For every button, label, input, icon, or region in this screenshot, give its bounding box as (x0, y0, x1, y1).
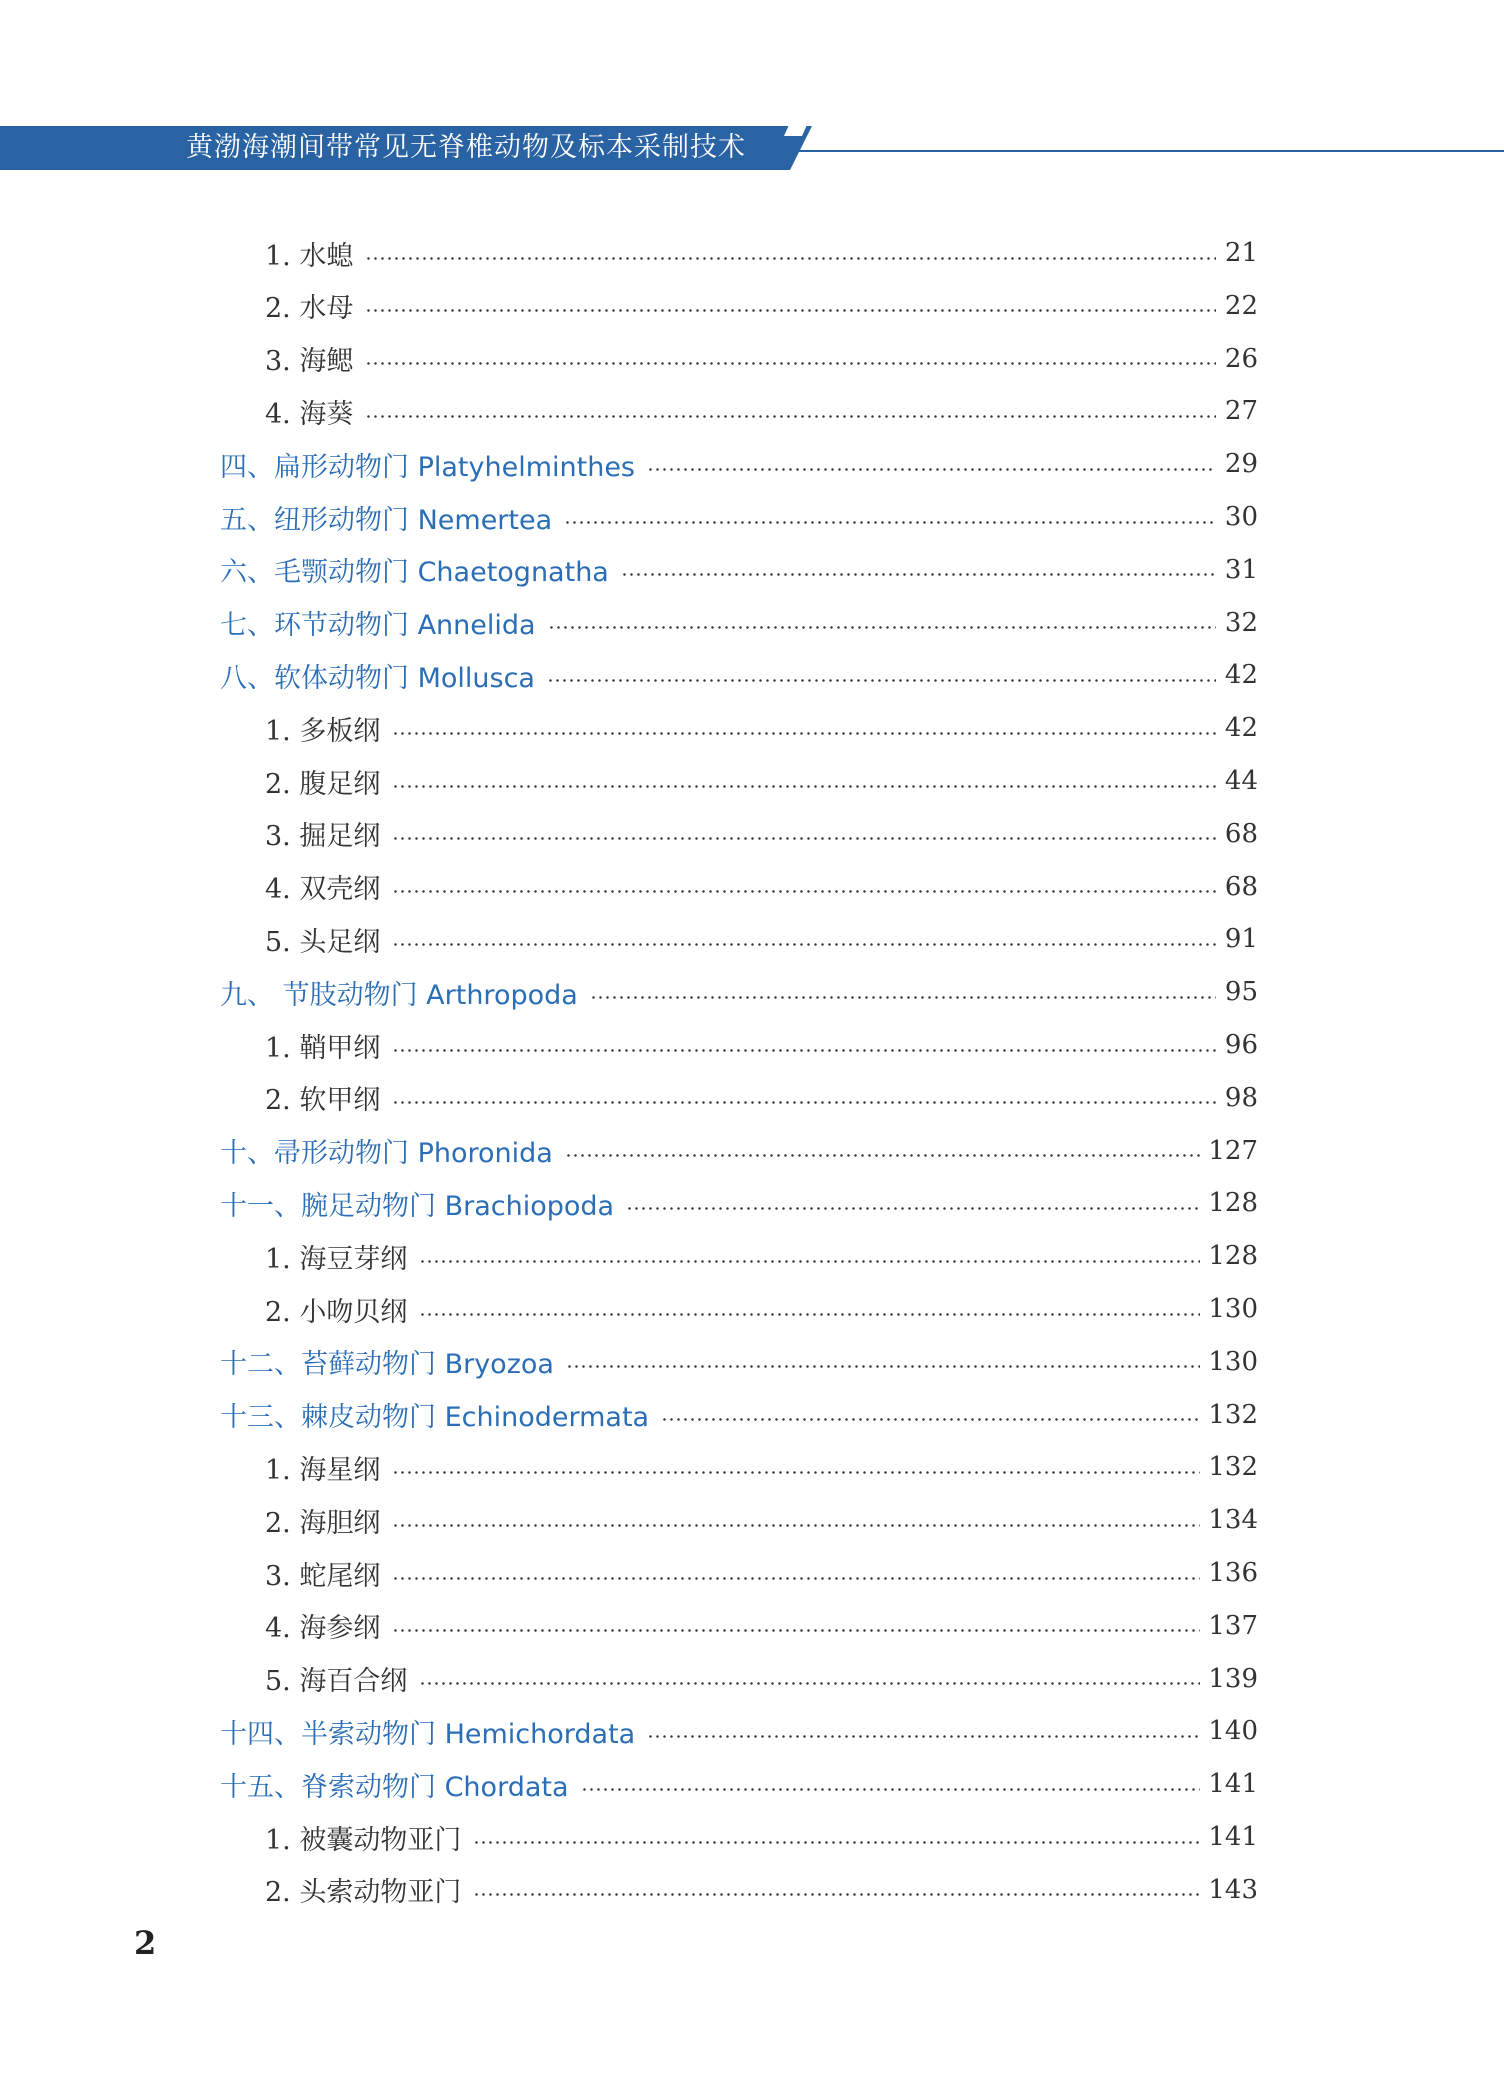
dot-leader (392, 1577, 1200, 1580)
toc-entry-label: 十四、半索动物门 Hemichordata (220, 1718, 636, 1750)
toc-entry-page: 29 (1224, 449, 1258, 480)
toc-section-entry[interactable] (220, 1131, 1258, 1171)
toc-subsection-entry[interactable] (265, 919, 1258, 959)
toc-entry-page: 21 (1224, 238, 1258, 268)
toc-entry-label: 六、毛颚动物门 Chaetognatha (220, 557, 609, 589)
toc-entry-label: 4. 双壳纲 (265, 874, 381, 906)
dot-leader (419, 1313, 1200, 1316)
dot-leader (392, 1101, 1216, 1104)
toc-entry-page: 91 (1224, 924, 1258, 955)
toc-entry-label: 1. 海豆芽纲 (265, 1243, 408, 1275)
toc-entry-label: 5. 头足纲 (265, 926, 381, 958)
toc-entry-page: 130 (1208, 1346, 1258, 1377)
toc-entry-page: 31 (1224, 554, 1258, 585)
toc-section-entry[interactable] (220, 603, 1258, 643)
toc-subsection-entry[interactable] (265, 1817, 1258, 1857)
toc-entry-label: 4. 海葵 (265, 398, 354, 430)
toc-entry-label: 2. 海胆纲 (265, 1507, 381, 1539)
toc-entry-page: 136 (1208, 1558, 1258, 1588)
dot-leader (419, 1260, 1200, 1263)
toc-subsection-entry[interactable] (265, 761, 1258, 801)
toc-subsection-entry[interactable] (265, 1553, 1258, 1593)
toc-entry-page: 141 (1208, 1822, 1258, 1852)
dot-leader (419, 1682, 1200, 1685)
toc-section-entry[interactable] (220, 1711, 1258, 1751)
toc-entry-label: 3. 掘足纲 (265, 821, 381, 853)
toc-entry-label: 1. 多板纲 (265, 715, 381, 747)
toc-entry-page: 44 (1224, 766, 1258, 796)
toc-entry-label: 十三、棘皮动物门 Echinodermata (220, 1402, 650, 1434)
dot-leader (564, 521, 1216, 524)
toc-entry-label: 五、纽形动物门 Nemertea (220, 504, 553, 536)
toc-entry-page: 132 (1208, 1399, 1258, 1430)
toc-entry-label: 2. 水母 (265, 293, 354, 325)
toc-entry-label: 十五、脊索动物门 Chordata (220, 1771, 569, 1803)
dot-leader (566, 1365, 1200, 1368)
toc-entry-page: 42 (1224, 713, 1258, 744)
toc-entry-page: 137 (1208, 1610, 1258, 1641)
dot-leader (547, 679, 1216, 682)
toc-subsection-entry[interactable] (265, 339, 1258, 379)
toc-section-entry[interactable] (220, 972, 1258, 1012)
dot-leader (473, 1841, 1200, 1844)
toc-subsection-entry[interactable] (265, 1870, 1258, 1910)
dot-leader (548, 626, 1216, 629)
dot-leader (365, 415, 1216, 418)
toc-entry-page: 134 (1208, 1505, 1258, 1536)
toc-section-entry[interactable] (220, 497, 1258, 537)
toc-entry-label: 八、软体动物门 Mollusca (220, 662, 535, 694)
toc-entry-label: 十、帚形动物门 Phoronida (220, 1138, 553, 1170)
toc-section-entry[interactable] (220, 444, 1258, 484)
toc-subsection-entry[interactable] (265, 1078, 1258, 1118)
toc-entry-label: 九、 节肢动物门 Arthropoda (220, 979, 578, 1011)
toc-entry-page: 26 (1224, 343, 1258, 374)
toc-entry-page: 68 (1224, 871, 1258, 902)
toc-subsection-entry[interactable] (265, 1659, 1258, 1699)
dot-leader (392, 890, 1216, 893)
running-header (0, 0, 1504, 175)
dot-leader (473, 1893, 1200, 1896)
dot-leader (581, 1788, 1201, 1791)
toc-entry-page: 143 (1208, 1874, 1258, 1905)
toc-entry-page: 128 (1208, 1241, 1258, 1272)
toc-entry-page: 127 (1208, 1135, 1258, 1166)
dot-leader (392, 732, 1216, 735)
toc-subsection-entry[interactable] (265, 814, 1258, 854)
toc-entry-label: 1. 被囊动物亚门 (265, 1824, 462, 1856)
dot-leader (647, 468, 1216, 471)
toc-section-entry[interactable] (220, 655, 1258, 695)
dot-leader (647, 1735, 1200, 1738)
header-rule (768, 150, 1504, 152)
toc-entry-label: 2. 小吻贝纲 (265, 1296, 408, 1328)
toc-entry-label: 四、扁形动物门 Platyhelminthes (220, 451, 635, 483)
toc-entry-page: 95 (1224, 977, 1258, 1008)
book-title: 黄渤海潮间带常见无脊椎动物及标本采制技术 (186, 132, 746, 163)
toc-subsection-entry[interactable] (265, 391, 1258, 431)
toc-subsection-entry[interactable] (265, 286, 1258, 326)
toc-entry-page: 140 (1208, 1716, 1258, 1747)
toc-entry-page: 42 (1224, 660, 1258, 691)
toc-subsection-entry[interactable] (265, 1500, 1258, 1540)
toc-entry-label: 1. 海星纲 (265, 1454, 381, 1486)
toc-section-entry[interactable] (220, 1342, 1258, 1382)
toc-entry-page: 139 (1208, 1663, 1258, 1694)
dot-leader (626, 1207, 1200, 1210)
toc-entry-page: 98 (1224, 1082, 1258, 1113)
toc-section-entry[interactable] (220, 1183, 1258, 1223)
toc-entry-page: 130 (1208, 1294, 1258, 1324)
toc-entry-label: 2. 软甲纲 (265, 1085, 381, 1117)
dot-leader (392, 785, 1216, 788)
toc-subsection-entry[interactable] (265, 1289, 1258, 1329)
toc-entry-page: 96 (1224, 1030, 1258, 1060)
toc-entry-label: 5. 海百合纲 (265, 1666, 408, 1698)
toc-entry-label: 3. 海鳃 (265, 346, 354, 378)
toc-subsection-entry[interactable] (265, 233, 1258, 273)
toc-subsection-entry[interactable] (265, 1606, 1258, 1646)
dot-leader (590, 996, 1216, 999)
toc-entry-label: 十一、腕足动物门 Brachiopoda (220, 1190, 615, 1222)
toc-subsection-entry[interactable] (265, 708, 1258, 748)
dot-leader (621, 573, 1216, 576)
toc-entry-label: 2. 腹足纲 (265, 768, 381, 800)
toc-entry-label: 2. 头索动物亚门 (265, 1877, 462, 1909)
dot-leader (392, 1524, 1200, 1527)
header-slash-decoration (752, 110, 812, 170)
page-number: 2 (134, 1924, 157, 1962)
toc-entry-label: 4. 海参纲 (265, 1613, 381, 1645)
toc-subsection-entry[interactable] (265, 867, 1258, 907)
dot-leader (365, 362, 1216, 365)
toc-subsection-entry[interactable] (265, 1025, 1258, 1065)
toc-section-entry[interactable] (220, 550, 1258, 590)
dot-leader (392, 943, 1216, 946)
toc-subsection-entry[interactable] (265, 1447, 1258, 1487)
dot-leader (365, 309, 1216, 312)
toc-entry-page: 27 (1224, 396, 1258, 427)
toc-entry-label: 1. 鞘甲纲 (265, 1032, 381, 1064)
dot-leader (565, 1154, 1201, 1157)
toc-entry-label: 3. 蛇尾纲 (265, 1560, 381, 1592)
dot-leader (392, 1049, 1216, 1052)
toc-entry-page: 22 (1224, 290, 1258, 321)
dot-leader (392, 837, 1216, 840)
dot-leader (661, 1418, 1200, 1421)
toc-entry-page: 68 (1224, 818, 1258, 849)
toc-entry-page: 30 (1224, 502, 1258, 532)
toc-subsection-entry[interactable] (265, 1236, 1258, 1276)
dot-leader (392, 1629, 1200, 1632)
toc-entry-label: 七、环节动物门 Annelida (220, 610, 536, 642)
toc-entry-label: 十二、苔藓动物门 Bryozoa (220, 1349, 554, 1381)
toc-entry-page: 32 (1224, 607, 1258, 638)
dot-leader (365, 257, 1216, 260)
toc-entry-page: 128 (1208, 1188, 1258, 1219)
toc-entry-page: 132 (1208, 1452, 1258, 1483)
toc-section-entry[interactable] (220, 1395, 1258, 1435)
toc-entry-page: 141 (1208, 1769, 1258, 1800)
dot-leader (392, 1471, 1200, 1474)
toc-entry-label: 1. 水螅 (265, 240, 354, 272)
toc-section-entry[interactable] (220, 1764, 1258, 1804)
